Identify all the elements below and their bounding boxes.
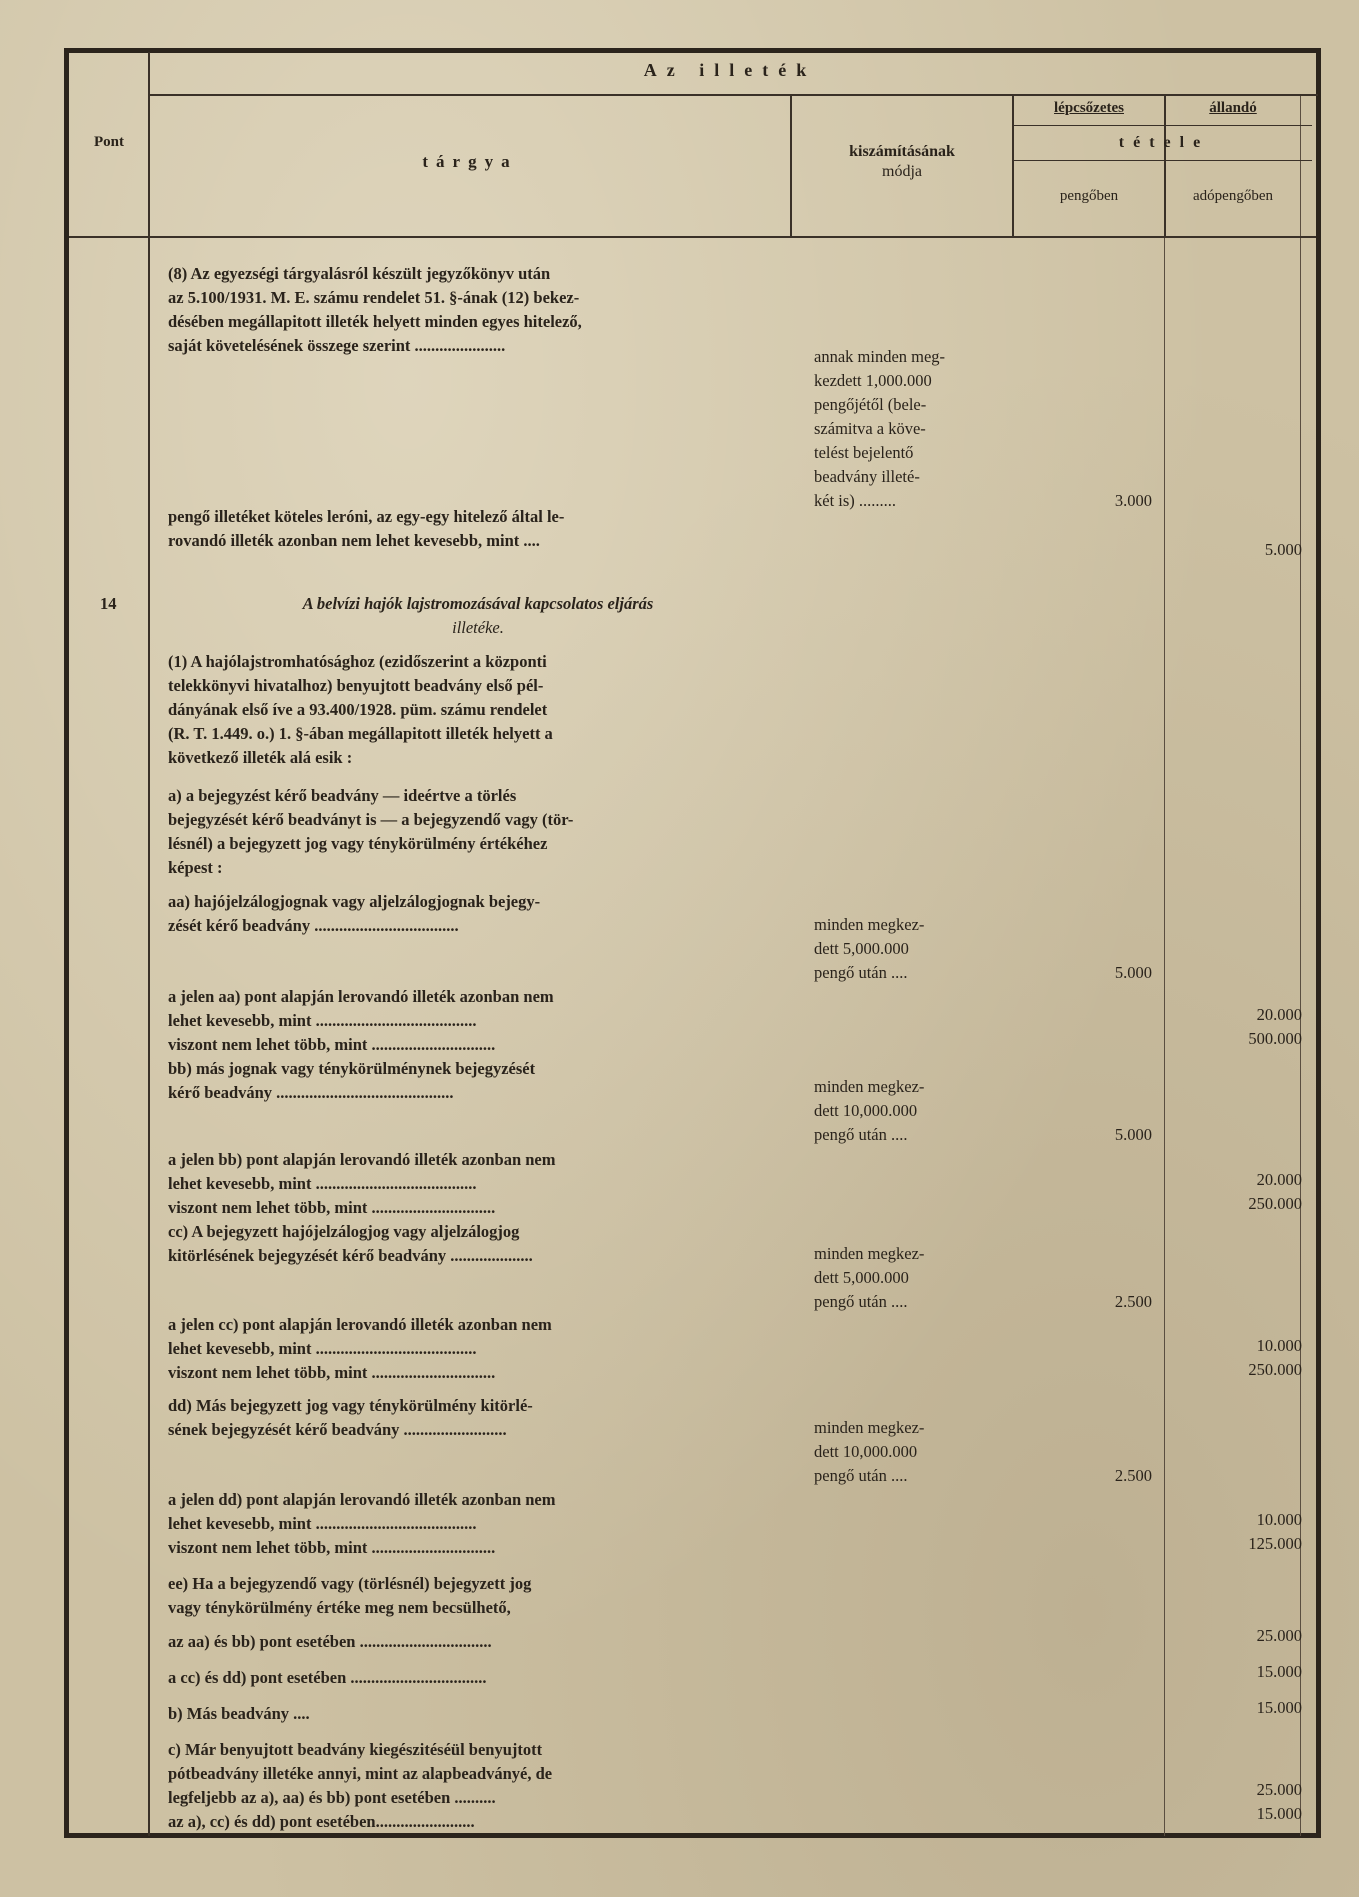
- calc-mode-line: dett 10,000.000: [814, 1442, 918, 1461]
- taxpengo-value: 125.000: [1248, 1534, 1302, 1553]
- header-title: Az illeték: [643, 60, 817, 80]
- subject-line: az a), cc) és dd) pont esetében........................: [168, 1812, 475, 1831]
- subject-line: ee) Ha a bejegyzendő vagy (törlésnél) bejegyzett jog: [168, 1574, 532, 1593]
- taxpengo-value: 10.000: [1256, 1336, 1302, 1355]
- subject-line: a jelen dd) pont alapján lerovandó illeték azonban nem: [168, 1490, 556, 1509]
- header-in-pengo: pengőben: [1059, 188, 1119, 204]
- subject-line: A belvízi hajók lajstromozásával kapcsolatos eljárás: [302, 594, 654, 613]
- subject-line: (1) A hajólajstromhatósághoz (ezidőszerint a központi: [168, 652, 547, 671]
- calc-mode-line: pengő után ....: [814, 1292, 908, 1311]
- pengo-value: 2.500: [1114, 1292, 1152, 1311]
- subject-line: telekkönyvi hivatalhoz) benyujtott beadvány első pél-: [168, 676, 544, 695]
- taxpengo-value: 500.000: [1248, 1029, 1302, 1048]
- rule-amounts-dashed: [1164, 236, 1165, 1836]
- rule-under-rate-type: [1012, 125, 1312, 126]
- subject-line: lehet kevesebb, mint .......................................: [168, 1514, 477, 1533]
- subject-line: illetéke.: [452, 618, 504, 637]
- rule-after-point: [148, 52, 150, 1836]
- rule-under-header: [69, 236, 1316, 238]
- subject-line: c) Már benyujtott beadvány kiegészitéséül benyujtott: [168, 1740, 543, 1759]
- taxpengo-value: 20.000: [1256, 1005, 1302, 1024]
- rule-under-title: [148, 94, 1318, 96]
- calc-mode-line: dett 5,000.000: [814, 1268, 909, 1287]
- calc-mode-line: pengőjétől (bele-: [814, 395, 927, 414]
- subject-line: kitörlésének bejegyzését kérő beadvány ....................: [168, 1246, 533, 1265]
- subject-line: a jelen bb) pont alapján lerovandó illeték azonban nem: [168, 1150, 556, 1169]
- subject-line: az 5.100/1931. M. E. számu rendelet 51. §-ának (12) bekez-: [168, 288, 580, 307]
- subject-line: dd) Más bejegyzett jog vagy ténykörülmény kitörlé-: [168, 1396, 533, 1415]
- subject-line: saját követelésének összege szerint ......................: [168, 336, 506, 355]
- taxpengo-value: 20.000: [1256, 1170, 1302, 1189]
- taxpengo-value: 25.000: [1256, 1626, 1302, 1645]
- calc-mode-line: telést bejelentő: [814, 443, 914, 462]
- pengo-value: 2.500: [1114, 1466, 1152, 1485]
- rule-right-inner: [1300, 96, 1301, 1836]
- pengo-value: 5.000: [1114, 1125, 1152, 1144]
- subject-line: a cc) és dd) pont esetében .................................: [168, 1668, 487, 1687]
- calc-mode-line: két is) .........: [814, 491, 897, 510]
- calc-mode-line: számitva a köve-: [814, 419, 926, 438]
- calc-mode-line: minden megkez-: [814, 1244, 925, 1263]
- subject-line: lehet kevesebb, mint .......................................: [168, 1174, 477, 1193]
- header-fixed: állandó: [1209, 100, 1257, 116]
- calc-mode-line: minden megkez-: [814, 915, 925, 934]
- header-calc-line1: kiszámításának: [849, 143, 955, 160]
- subject-line: képest :: [168, 858, 223, 877]
- subject-line: sének bejegyzését kérő beadvány .........................: [168, 1420, 507, 1439]
- subject-line: lehet kevesebb, mint .......................................: [168, 1011, 477, 1030]
- calc-mode-line: dett 10,000.000: [814, 1101, 918, 1120]
- calc-mode-line: minden megkez-: [814, 1418, 925, 1437]
- subject-line: pótbeadvány illetéke annyi, mint az alapbeadványé, de: [168, 1764, 553, 1783]
- calc-mode-line: pengő után ....: [814, 1125, 908, 1144]
- header-progressive: lépcsőzetes: [1054, 100, 1124, 116]
- subject-line: viszont nem lehet több, mint ..............................: [168, 1363, 496, 1382]
- subject-line: a jelen aa) pont alapján lerovandó illeték azonban nem: [168, 987, 554, 1006]
- subject-line: következő illeték alá esik :: [168, 748, 353, 767]
- subject-line: bejegyzését kérő beadványt is — a bejegyzendő vagy (tör-: [168, 810, 574, 829]
- subject-line: viszont nem lehet több, mint ..............................: [168, 1035, 496, 1054]
- pengo-value: 3.000: [1114, 491, 1152, 510]
- subject-line: kérő beadvány ...........................................: [168, 1083, 454, 1102]
- subject-line: legfeljebb az a), aa) és bb) pont esetében ..........: [168, 1788, 496, 1807]
- subject-line: a) a bejegyzést kérő beadvány — ideértve a törlés: [168, 786, 517, 805]
- header-in-taxpengo: adópengőben: [1193, 188, 1273, 204]
- taxpengo-value: 5.000: [1264, 540, 1302, 559]
- taxpengo-value: 250.000: [1248, 1194, 1302, 1213]
- rule-after-calc: [1012, 96, 1014, 236]
- subject-line: dányának első íve a 93.400/1928. püm. számu rendelet: [168, 700, 548, 719]
- subject-line: vagy ténykörülmény értéke meg nem becsülhető,: [168, 1598, 511, 1617]
- subject-line: bb) más jognak vagy ténykörülménynek bejegyzését: [168, 1059, 536, 1078]
- calc-mode-line: dett 5,000.000: [814, 939, 909, 958]
- subject-line: aa) hajójelzálogjognak vagy aljelzálogjognak bejegy-: [168, 892, 541, 911]
- subject-line: (R. T. 1.449. o.) 1. §-ában megállapitott illeték helyett a: [168, 724, 553, 743]
- subject-line: viszont nem lehet több, mint ..............................: [168, 1198, 496, 1217]
- calc-mode-line: pengő után ....: [814, 963, 908, 982]
- subject-line: zését kérő beadvány ...................................: [168, 916, 459, 935]
- header-items: tétele: [1118, 134, 1210, 151]
- point-number: 14: [100, 594, 117, 613]
- subject-line: viszont nem lehet több, mint ..............................: [168, 1538, 496, 1557]
- pengo-value: 5.000: [1114, 963, 1152, 982]
- subject-line: désében megállapitott illeték helyett minden egyes hitelező,: [168, 312, 582, 331]
- subject-line: az aa) és bb) pont esetében ................................: [168, 1632, 492, 1651]
- taxpengo-value: 15.000: [1256, 1662, 1302, 1681]
- subject-line: b) Más beadvány ....: [168, 1704, 310, 1723]
- taxpengo-value: 25.000: [1256, 1780, 1302, 1799]
- taxpengo-value: 10.000: [1256, 1510, 1302, 1529]
- taxpengo-value: 15.000: [1256, 1804, 1302, 1823]
- subject-line: lehet kevesebb, mint .......................................: [168, 1339, 477, 1358]
- header-subject: tárgya: [422, 152, 518, 171]
- subject-line: (8) Az egyezségi tárgyalásról készült jegyzőkönyv után: [168, 264, 551, 283]
- rule-between-amounts: [1164, 96, 1166, 236]
- subject-line: cc) A bejegyzett hajójelzálogjog vagy aljelzálogjog: [168, 1222, 520, 1241]
- calc-mode-line: annak minden meg-: [814, 347, 946, 366]
- taxpengo-value: 15.000: [1256, 1698, 1302, 1717]
- header-calc-line2: módja: [882, 163, 922, 180]
- subject-line: pengő illetéket köteles leróni, az egy-egy hitelező által le-: [168, 507, 565, 526]
- calc-mode-line: pengő után ....: [814, 1466, 908, 1485]
- header-point: Pont: [94, 134, 124, 150]
- subject-line: a jelen cc) pont alapján lerovandó illeték azonban nem: [168, 1315, 552, 1334]
- subject-line: lésnél) a bejegyzett jog vagy ténykörülmény értékéhez: [168, 834, 548, 853]
- subject-line: rovandó illeték azonban nem lehet kevesebb, mint ....: [168, 531, 540, 550]
- calc-mode-line: kezdett 1,000.000: [814, 371, 932, 390]
- calc-mode-line: beadvány illeté-: [814, 467, 920, 486]
- calc-mode-line: minden megkez-: [814, 1077, 925, 1096]
- taxpengo-value: 250.000: [1248, 1360, 1302, 1379]
- rule-under-items: [1012, 160, 1312, 161]
